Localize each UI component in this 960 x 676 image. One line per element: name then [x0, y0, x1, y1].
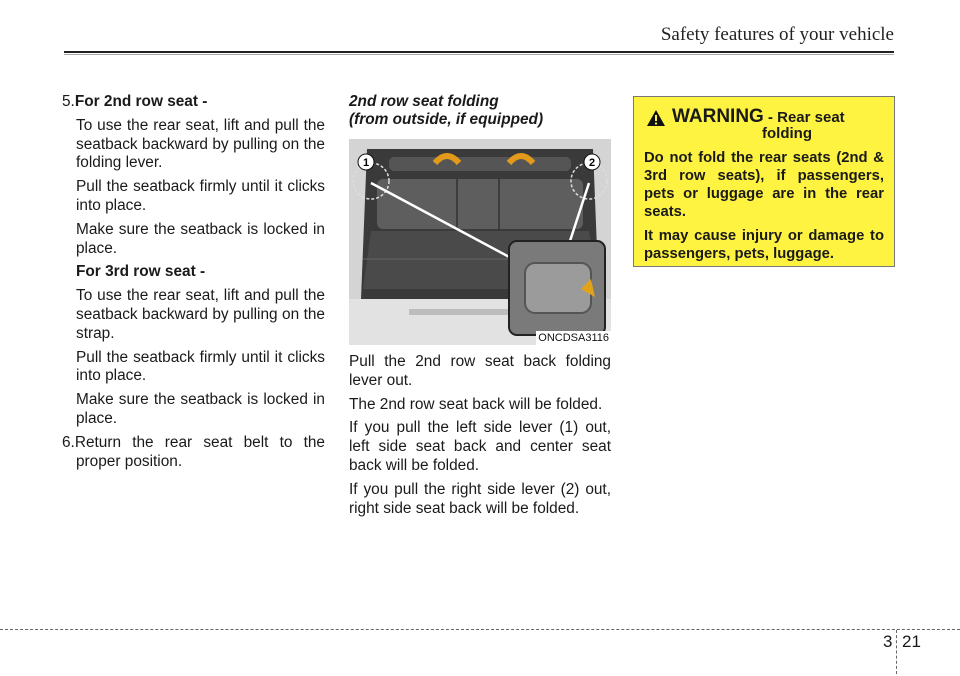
- paragraph: Pull the seatback firmly until it clicks into place.: [76, 178, 325, 214]
- warning-paragraph: It may cause injury or damage to passengers, pets, luggage.: [644, 228, 884, 262]
- item-5-heading: [62, 93, 325, 112]
- page-number: 21: [902, 632, 921, 651]
- header-rule: [64, 51, 894, 55]
- footer-rule: [0, 629, 960, 630]
- chapter-number: 3: [883, 632, 893, 651]
- cargo-area-figure: [349, 139, 611, 345]
- warning-triangle-icon: [646, 109, 666, 127]
- item-5-title: For 2nd row seat -: [74, 93, 208, 110]
- item-6: 6.Return the rear seat belt to the proper position.: [62, 433, 325, 470]
- warning-header: [644, 107, 884, 127]
- warning-paragraph: Do not fold the rear seats (2nd & 3rd row seats), if passengers, pets or luggage are in the rear seats.: [644, 150, 884, 220]
- figure-code: ONCDSA3116: [538, 332, 609, 344]
- callout-2-label: 2: [588, 157, 596, 169]
- callout-1-icon: [357, 153, 375, 171]
- paragraph: If you pull the left side lever (1) out, left side seat back and center seat back will be folded.: [349, 419, 611, 474]
- paragraph: Make sure the seatback is locked in place.: [76, 391, 325, 427]
- paragraph: Pull the seatback firmly until it clicks into place.: [76, 348, 325, 385]
- warning-title: WARNING: [672, 106, 764, 127]
- paragraph: To use the rear seat, lift and pull the seatback backward by pulling on the strap.: [76, 287, 325, 342]
- paragraph: If you pull the right side lever (2) out, right side seat back will be folded.: [349, 480, 611, 517]
- warning-title-block: [672, 107, 845, 127]
- warning-subtitle-line2: folding: [762, 125, 812, 142]
- column-middle: [349, 93, 611, 523]
- paragraph: Pull the 2nd row seat back folding lever out.: [349, 353, 611, 389]
- column-left: [62, 93, 325, 476]
- item-5-number: 5.: [62, 93, 75, 110]
- cargo-illustration: [349, 139, 611, 345]
- subheading-3rd-row: For 3rd row seat -: [76, 263, 206, 281]
- callout-2-icon: [583, 153, 601, 171]
- callout-1-label: 1: [362, 157, 370, 169]
- paragraph: The 2nd row seat back will be folded.: [349, 395, 603, 413]
- warning-subtitle: - Rear seat: [767, 109, 845, 126]
- section-heading: [349, 93, 611, 129]
- header-title: Safety features of your vehicle: [660, 24, 894, 45]
- paragraph: To use the rear seat, lift and pull the seatback backward by pulling on the folding lever.: [76, 116, 325, 172]
- warning-box: [633, 96, 895, 267]
- section-heading-line1: 2nd row seat folding: [349, 93, 499, 110]
- section-heading-line2: (from outside, if equipped): [349, 111, 544, 128]
- page-divider: [896, 630, 897, 674]
- paragraph: Make sure the seatback is locked in place.: [76, 220, 325, 257]
